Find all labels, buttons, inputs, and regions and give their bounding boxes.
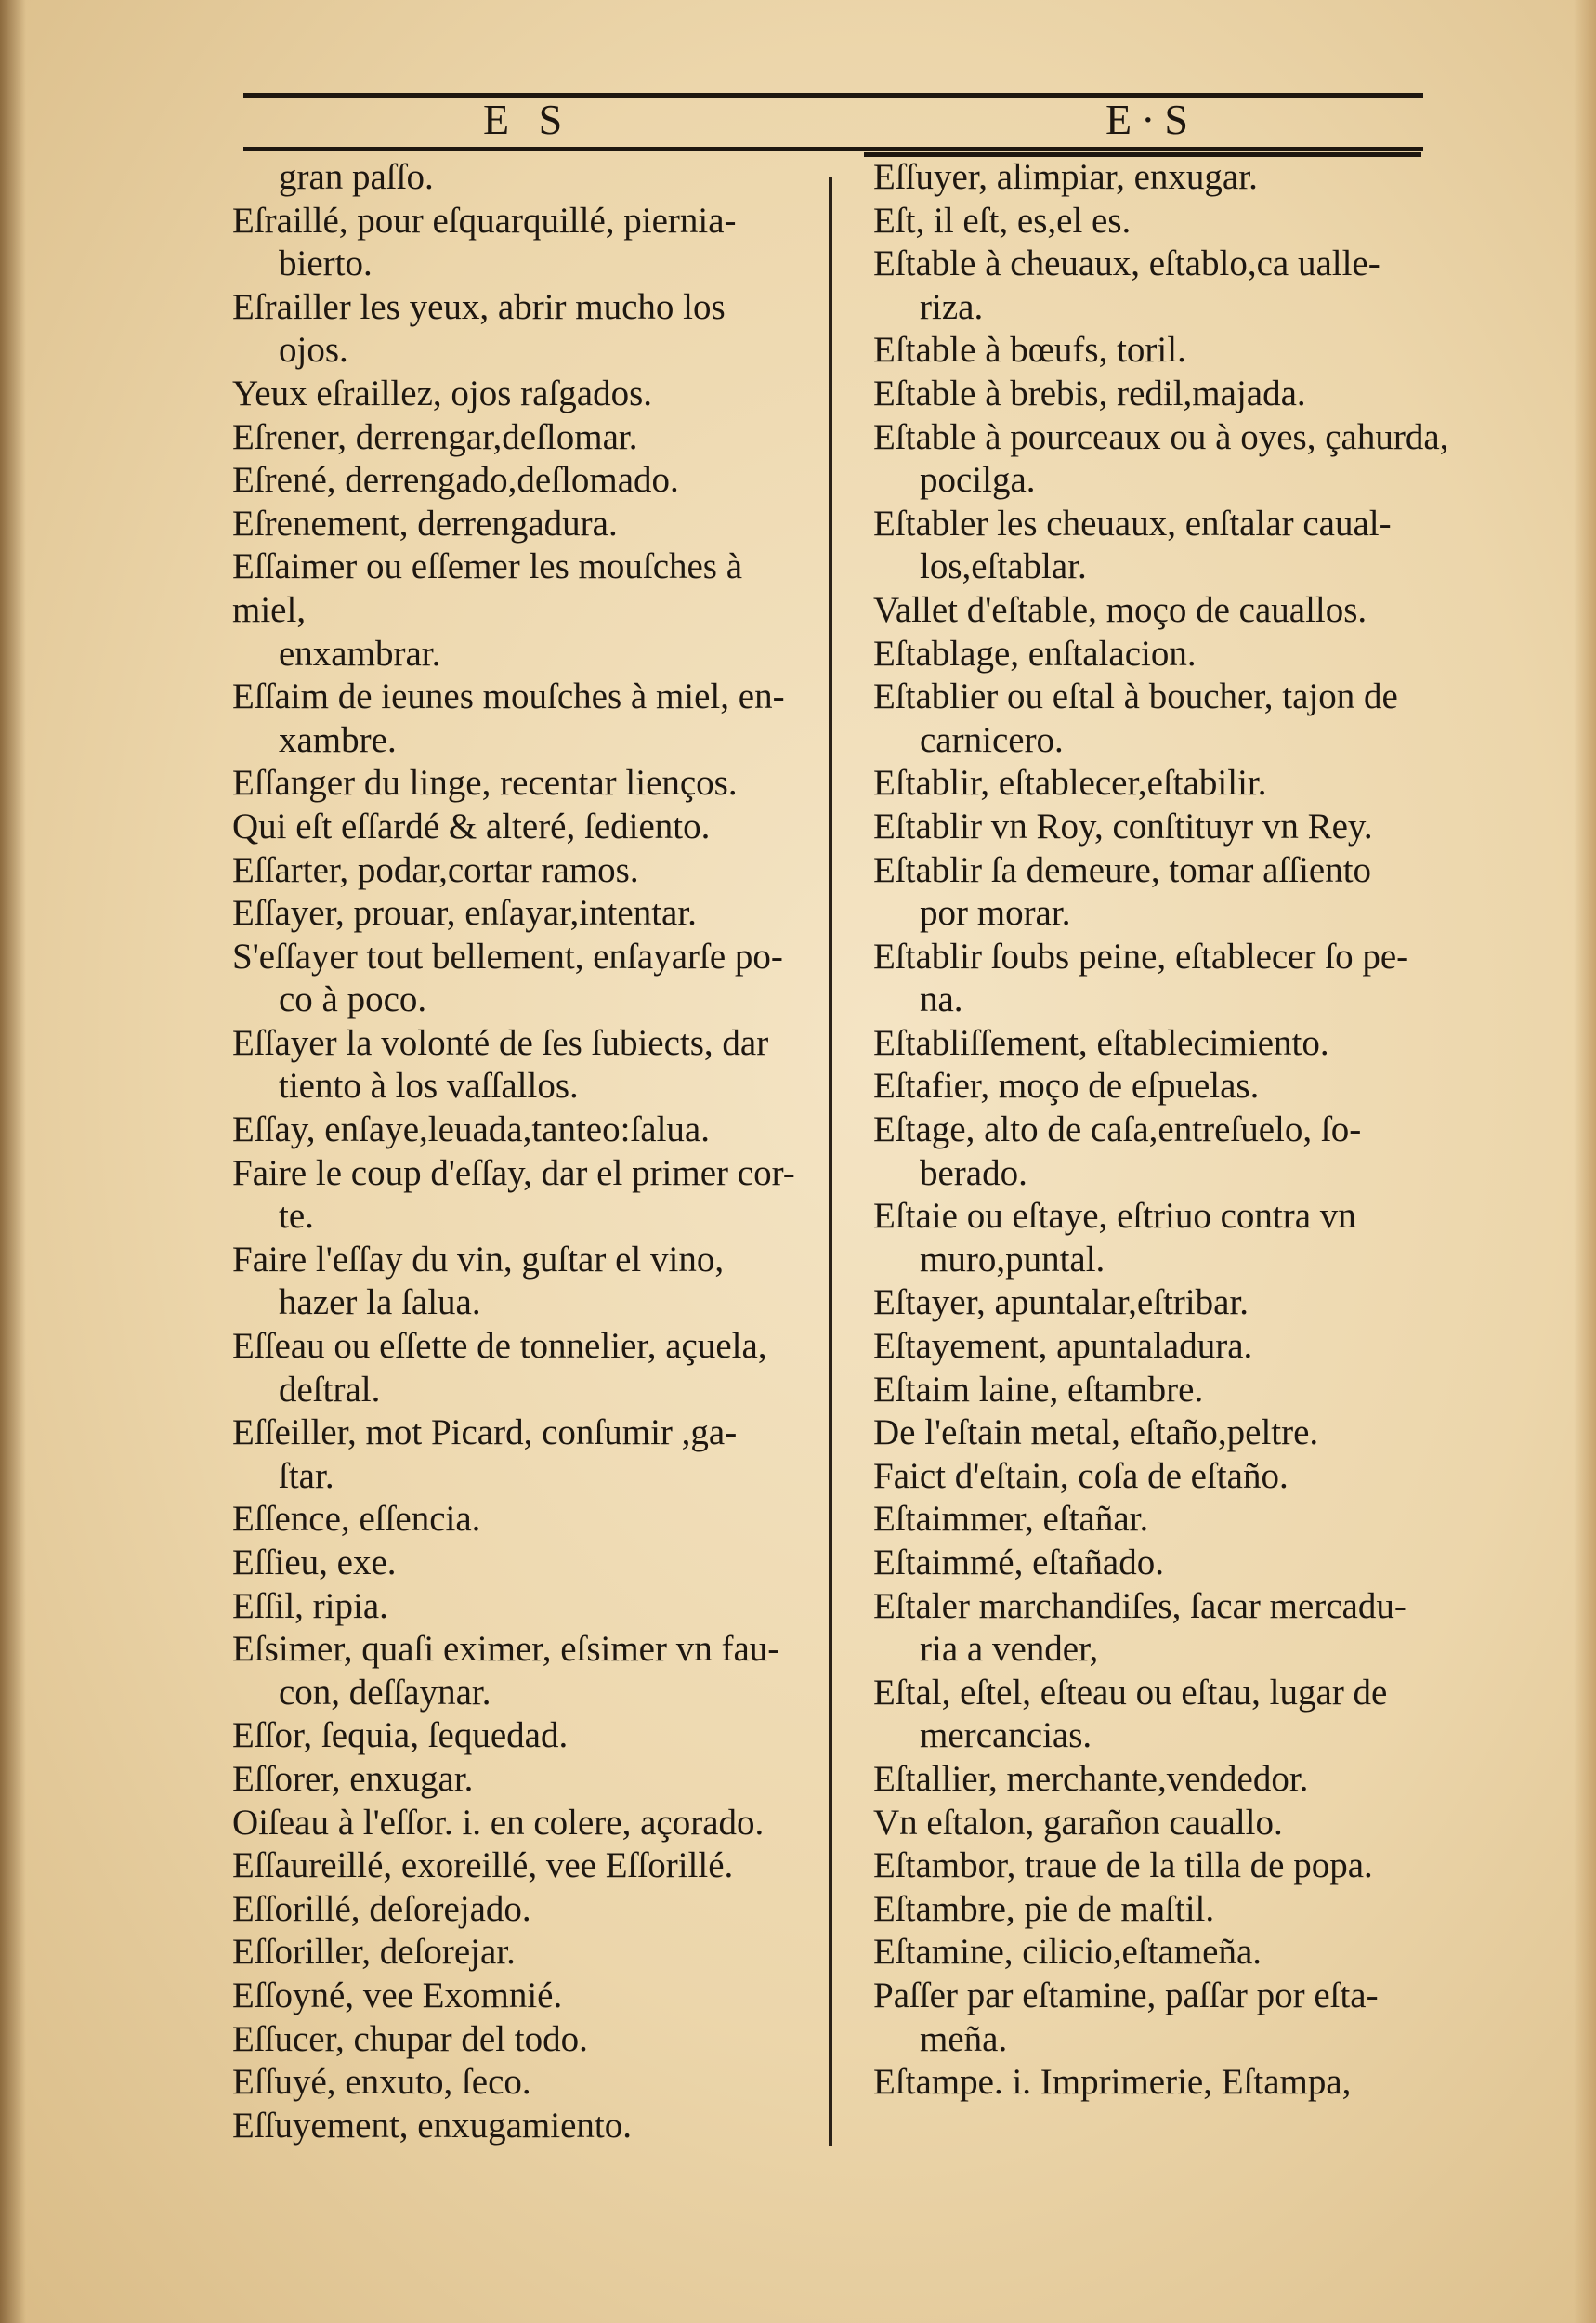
entry-term: Eſſuyer,	[873, 157, 988, 197]
dictionary-entry	[873, 1888, 1459, 1932]
entry-term: Eſtabliſſement,	[873, 1022, 1088, 1063]
entry-definition: eſtañado.	[1023, 1542, 1164, 1582]
entry-term: Vn eſtalon,	[873, 1802, 1035, 1843]
entry-definition: abrir mucho los	[489, 286, 726, 327]
entry-term: Eſsimer, quaſi eximer, eſsimer vn fau-	[232, 1629, 780, 1670]
entry-definition: ſequia, ſequedad.	[312, 1715, 569, 1756]
entry-term: Eſſanger du linge,	[232, 763, 491, 804]
entry-term: Paſſer par eſtamine,	[873, 1975, 1157, 2015]
entry-term: Eſrener,	[232, 416, 347, 457]
dictionary-entry	[873, 1411, 1459, 1455]
entry-definition: ojos.	[279, 330, 348, 371]
dictionary-entry	[232, 1628, 799, 1714]
entry-term: Eſtablir ſoubs peine,	[873, 936, 1167, 977]
entry-definition: açuela,	[656, 1326, 767, 1367]
entry-definition: muro,puntal.	[920, 1239, 1105, 1280]
entry-definition: prouar, enſayar,intentar.	[344, 893, 697, 934]
dictionary-entry	[232, 459, 799, 503]
dictionary-entry	[873, 416, 1459, 503]
entry-term: Eſtaler marchandiſes,	[873, 1585, 1182, 1626]
entry-definition: conſumir ,ga-	[532, 1412, 738, 1453]
dictionary-entry	[232, 2061, 799, 2105]
entry-term: Eſſayer,	[232, 893, 345, 934]
entry-definition: moço de cauallos.	[1096, 589, 1367, 630]
entry-term: De l'eſtain metal,	[873, 1412, 1120, 1453]
entry-definition: tomar aſſiento	[1159, 849, 1372, 890]
entry-term: Eſſoyné,	[232, 1975, 355, 2015]
dictionary-entry	[873, 2061, 1459, 2105]
dictionary-entry	[873, 1369, 1459, 1412]
dictionary-entry	[232, 416, 799, 460]
entry-definition: enxuto, ſeco.	[335, 2062, 531, 2103]
entry-definition: guſtar el vino,	[512, 1239, 725, 1280]
entry-term: Eſtage,	[873, 1109, 975, 1150]
dictionary-entry	[873, 1109, 1459, 1195]
dictionary-entry	[232, 1022, 799, 1109]
dictionary-entry	[873, 936, 1459, 1022]
entry-definition: derrengadura.	[408, 503, 618, 544]
dictionary-entry	[232, 1498, 799, 1542]
entry-term: Oiſeau à l'eſſor. i. en colere,	[232, 1802, 632, 1843]
dictionary-entry	[873, 676, 1459, 762]
entry-definition: merchante,vendedor.	[997, 1758, 1309, 1799]
entry-term: Eſſor,	[232, 1715, 313, 1756]
entry-definition: Eſtampa,	[1211, 2062, 1352, 2103]
dictionary-entry	[873, 1455, 1459, 1499]
dictionary-entry	[232, 936, 799, 1022]
entry-definition: enſaye,leuada,tanteo:ſalua.	[315, 1109, 710, 1150]
entry-definition: ripia.	[303, 1585, 388, 1626]
dictionary-entry	[873, 1672, 1459, 1758]
dictionary-entry	[873, 1325, 1459, 1369]
dictionary-entry	[232, 156, 799, 200]
entry-definition: carnicero.	[920, 719, 1064, 760]
dictionary-entry	[232, 892, 799, 936]
entry-definition: alto de caſa,entreſuelo, ſo-	[975, 1109, 1362, 1150]
entry-definition: los,eſtablar.	[920, 546, 1087, 587]
entry-term: Eſtablir ſa demeure,	[873, 849, 1160, 890]
page-edge-light	[1574, 0, 1596, 2323]
entry-definition: eſſencia.	[349, 1499, 481, 1540]
entry-term: Eſſarter,	[232, 849, 349, 890]
entry-definition: eſtablecimiento.	[1087, 1022, 1329, 1063]
entry-definition: ſtar.	[279, 1455, 334, 1496]
entry-term: Eſſayer la volonté de ſes ſubiects,	[232, 1022, 713, 1063]
entry-definition: riza.	[920, 286, 984, 327]
entry-definition: na.	[920, 979, 963, 1020]
entry-definition: garañon cauallo.	[1034, 1802, 1283, 1843]
entry-definition: ſediento.	[575, 806, 711, 847]
dictionary-entry	[232, 1758, 799, 1802]
entry-definition: eſtablecer,eſtabilir.	[989, 763, 1267, 804]
dictionary-entry	[873, 156, 1459, 200]
header-rule-top	[243, 93, 1423, 98]
entry-definition: eſtaño,peltre.	[1119, 1412, 1319, 1453]
entry-term: Eſtablage,	[873, 633, 1020, 674]
entry-term: Eſtable à bœufs,	[873, 330, 1108, 371]
entry-term: Eſſuyé,	[232, 2062, 336, 2103]
dictionary-entry	[232, 200, 799, 286]
right-column	[873, 156, 1459, 2105]
entry-definition: deſorejado.	[360, 1888, 531, 1929]
entry-term: Eſſorillé,	[232, 1888, 360, 1929]
entry-definition: ſacar mercadu-	[1181, 1585, 1406, 1626]
left-column	[232, 156, 799, 2147]
entry-definition: piernia-	[614, 200, 737, 241]
dictionary-entry	[232, 1844, 799, 1888]
entry-definition: meña.	[920, 2018, 1008, 2059]
entry-term: Eſtable à pourceaux ou à oyes,	[873, 416, 1316, 457]
dictionary-entry	[232, 1542, 799, 1585]
entry-term: Eſtaim laine,	[873, 1369, 1059, 1410]
entry-definition: dar	[713, 1022, 769, 1063]
entry-definition: derrengado,deſlomado.	[335, 460, 679, 501]
entry-definition: por morar.	[920, 893, 1071, 934]
entry-definition: enxugamiento.	[408, 2105, 632, 2146]
dictionary-entry	[873, 1802, 1459, 1845]
entry-term: Vallet d'eſtable,	[873, 589, 1097, 630]
dictionary-entry	[232, 545, 799, 676]
dictionary-entry	[873, 1931, 1459, 1975]
entry-term: Eſtabler les cheuaux,	[873, 503, 1176, 544]
entry-definition: gran paſſo.	[279, 157, 434, 197]
entry-definition: coſa de eſtaño.	[1068, 1455, 1289, 1496]
entry-term: Eſſaim de ieunes mouſches à miel,	[232, 676, 730, 717]
column-divider	[829, 177, 832, 2146]
entry-definition: apuntaladura.	[1047, 1326, 1253, 1367]
dictionary-entry	[873, 503, 1459, 589]
dictionary-entry	[873, 1758, 1459, 1802]
entry-term: Eſraillé, pour eſquarquillé,	[232, 200, 615, 241]
dictionary-entry	[232, 1585, 799, 1629]
entry-term: Eſſaimer ou eſſemer les mouſches à miel,	[232, 546, 743, 630]
entry-definition: con, deſſaynar.	[279, 1672, 491, 1713]
dictionary-entry	[232, 503, 799, 546]
dictionary-entry	[232, 1802, 799, 1845]
header-rule-bottom	[243, 147, 1423, 151]
entry-term: Eſtamine,	[873, 1932, 1014, 1973]
entry-term: Eſtable à brebis,	[873, 373, 1108, 413]
entry-definition: enxambrar.	[279, 633, 441, 674]
entry-definition: enſtalar caual-	[1175, 503, 1392, 544]
entry-term: Eſrené,	[232, 460, 336, 501]
dictionary-entry	[873, 200, 1459, 243]
entry-term: Eſtallier,	[873, 1758, 998, 1799]
entry-term: S'eſſayer tout bellement,	[232, 936, 584, 977]
dictionary-entry	[873, 1281, 1459, 1325]
dictionary-entry	[232, 1239, 799, 1325]
entry-term: Eſrailler les yeux,	[232, 286, 490, 327]
entry-term: Eſſuyement,	[232, 2105, 409, 2146]
entry-term: Eſſucer,	[232, 2018, 345, 2059]
dictionary-entry	[232, 2018, 799, 2062]
entry-term: Faict d'eſtain,	[873, 1455, 1069, 1496]
entry-definition: deſorejar.	[370, 1932, 516, 1973]
entry-definition: exe.	[327, 1542, 397, 1582]
entry-definition: enxugar.	[340, 1758, 474, 1799]
dictionary-entry	[873, 762, 1459, 806]
entry-definition: çahurda,	[1315, 416, 1449, 457]
entry-definition: redil,majada.	[1107, 373, 1306, 413]
dictionary-entry	[873, 1195, 1459, 1281]
entry-term: Eſſieu,	[232, 1542, 328, 1582]
entry-term: Eſſil,	[232, 1585, 304, 1626]
entry-term: Eſtable à cheuaux,	[873, 243, 1140, 284]
entry-term: Eſtal, eſtel, eſteau ou eſtau,	[873, 1672, 1261, 1713]
entry-definition: tajon de	[1273, 676, 1398, 717]
entry-definition: co à poco.	[279, 979, 427, 1020]
entry-term: Eſtafier,	[873, 1066, 990, 1107]
entry-term: Faire l'eſſay du vin,	[232, 1239, 513, 1280]
entry-definition: te.	[279, 1196, 314, 1237]
entry-term: Qui eſt eſſardé & alteré,	[232, 806, 576, 847]
entry-definition: moço de eſpuelas.	[989, 1066, 1260, 1107]
dictionary-entry	[232, 762, 799, 806]
dictionary-entry	[873, 329, 1459, 373]
entry-definition: eſtañar.	[1033, 1499, 1149, 1540]
entry-definition: eſtambre.	[1058, 1369, 1204, 1410]
entry-term: Eſſence,	[232, 1499, 350, 1540]
dictionary-entry	[873, 373, 1459, 416]
entry-term: Faire le coup d'eſſay,	[232, 1152, 532, 1193]
entry-definition: eſtablo,ca ualle-	[1139, 243, 1380, 284]
entry-term: Yeux eſraillez,	[232, 373, 442, 413]
dictionary-entry	[232, 1975, 799, 2018]
entry-definition: traue de la tilla de popa.	[1015, 1845, 1373, 1886]
entry-definition: derrengar,deſlomar.	[346, 416, 638, 457]
entry-definition: apuntalar,eſtribar.	[985, 1282, 1249, 1323]
entry-definition: cilicio,eſtameña.	[1013, 1932, 1262, 1973]
entry-term: Eſſaureillé, exoreillé,	[232, 1845, 538, 1886]
entry-definition: toril.	[1107, 330, 1186, 371]
entry-term: Eſtablir vn Roy,	[873, 806, 1104, 847]
entry-term: Eſrenement,	[232, 503, 409, 544]
dictionary-entry	[873, 806, 1459, 849]
dictionary-entry	[873, 1498, 1459, 1542]
dictionary-entry	[873, 1542, 1459, 1585]
entry-definition: lugar de	[1260, 1672, 1388, 1713]
entry-definition: xambre.	[279, 719, 397, 760]
entry-term: Eſtayer,	[873, 1282, 986, 1323]
dictionary-entry	[232, 1109, 799, 1152]
entry-definition: tiento à los vaſſallos.	[279, 1066, 579, 1107]
entry-term: Eſſeiller, mot Picard,	[232, 1412, 533, 1453]
dictionary-entry	[873, 1975, 1459, 2061]
entry-term: Eſtayement,	[873, 1326, 1048, 1367]
dictionary-entry	[232, 1325, 799, 1411]
entry-definition: chupar del todo.	[344, 2018, 588, 2059]
entry-definition: berado.	[920, 1152, 1027, 1193]
entry-definition: conſtituyr vn Rey.	[1103, 806, 1373, 847]
entry-definition: bierto.	[279, 243, 373, 284]
page-edge-shadow	[0, 0, 26, 2323]
entry-definition: pie de maſtil.	[1014, 1888, 1215, 1929]
entry-definition: eſtablecer ſo pe-	[1166, 936, 1409, 977]
entry-definition: deſtral.	[279, 1369, 381, 1410]
dictionary-entry	[873, 1844, 1459, 1888]
entry-term: Eſſoriller,	[232, 1932, 371, 1973]
dictionary-entry	[873, 1022, 1459, 1066]
dictionary-entry	[232, 849, 799, 893]
running-head-right: E·S	[1105, 96, 1197, 143]
dictionary-entry	[873, 633, 1459, 676]
entry-term: Eſtambre,	[873, 1888, 1015, 1929]
entry-term: Eſtablir,	[873, 763, 990, 804]
entry-definition: ria a vender,	[920, 1629, 1099, 1670]
running-head-left: E S	[483, 96, 572, 143]
dictionary-entry	[232, 1411, 799, 1498]
dictionary-entry	[873, 849, 1459, 936]
entry-definition: dar el primer cor-	[531, 1152, 795, 1193]
dictionary-entry	[232, 286, 799, 373]
entry-definition: vee Exomnié.	[354, 1975, 563, 2015]
entry-term: Eſtablier ou eſtal à boucher,	[873, 676, 1274, 717]
dictionary-entry	[232, 1152, 799, 1239]
dictionary-entry	[232, 806, 799, 849]
entry-definition: paſſar por eſta-	[1156, 1975, 1379, 2015]
entry-term: Eſt, il eſt,	[873, 200, 1009, 241]
entry-definition: hazer la ſalua.	[279, 1282, 481, 1323]
entry-definition: en-	[729, 676, 785, 717]
entry-term: Eſſay,	[232, 1109, 316, 1150]
dictionary-entry	[873, 1585, 1459, 1672]
entry-term: Eſſeau ou eſſette de tonnelier,	[232, 1326, 657, 1367]
entry-term: Eſſorer,	[232, 1758, 341, 1799]
dictionary-entry	[232, 1931, 799, 1975]
entry-term: Eſtampe. i. Imprimerie,	[873, 2062, 1212, 2103]
entry-definition: enſtalacion.	[1019, 633, 1197, 674]
entry-definition: recentar lienços.	[491, 763, 738, 804]
dictionary-entry	[232, 2105, 799, 2148]
entry-definition: enſayarſe po-	[583, 936, 783, 977]
entry-definition: açorado.	[631, 1802, 765, 1843]
entry-term: Eſtaie ou eſtaye,	[873, 1196, 1108, 1237]
entry-definition: podar,cortar ramos.	[348, 849, 639, 890]
entry-term: Eſtaimmer,	[873, 1499, 1034, 1540]
entry-term: Eſtambor,	[873, 1845, 1016, 1886]
dictionary-entry	[232, 1714, 799, 1758]
entry-definition: ojos raſgados.	[441, 373, 653, 413]
entry-definition: vee Eſſorillé.	[537, 1845, 734, 1886]
entry-definition: pocilga.	[920, 460, 1036, 501]
dictionary-entry	[873, 1065, 1459, 1109]
dictionary-entry	[232, 1888, 799, 1932]
entry-definition: eſtriuo contra vn	[1107, 1196, 1356, 1237]
dictionary-entry	[873, 243, 1459, 329]
entry-definition: mercancias.	[920, 1715, 1092, 1756]
entry-definition: es,el es.	[1008, 200, 1132, 241]
dictionary-entry	[232, 676, 799, 762]
entry-definition: alimpiar, enxugar.	[987, 157, 1258, 197]
dictionary-entry	[873, 589, 1459, 633]
dictionary-entry	[232, 373, 799, 416]
entry-term: Eſtaimmé,	[873, 1542, 1024, 1582]
